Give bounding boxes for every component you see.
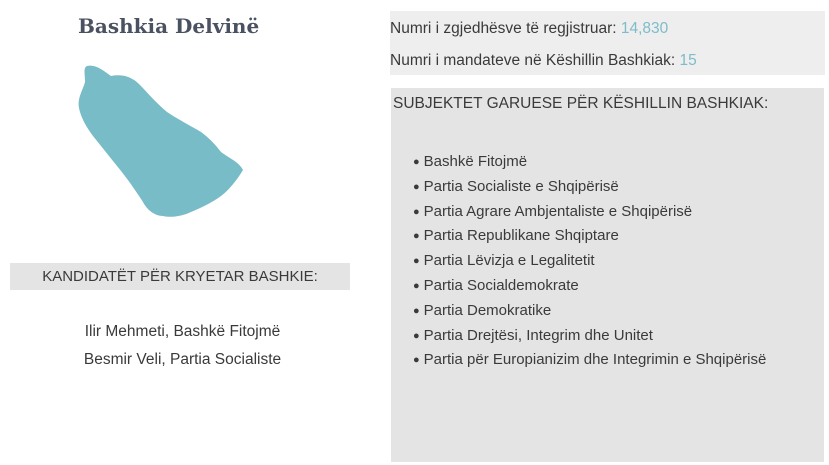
list-item: ● Partia Demokratike <box>413 301 552 319</box>
candidate-item: Ilir Mehmeti, Bashkë Fitojmë <box>84 323 281 340</box>
list-item: ● Partia Agrare Ambjentaliste e Shqipërisë <box>413 202 693 220</box>
bullet-icon: ● <box>413 255 420 268</box>
bullet-icon: ● <box>413 354 420 367</box>
bullet-icon: ● <box>413 329 420 342</box>
list-item: ● Partia Lëvizja e Legalitetit <box>413 252 595 270</box>
subjects-list <box>413 150 766 373</box>
bullet-icon: ● <box>413 304 420 317</box>
bullet-icon: ● <box>413 230 420 243</box>
mandates-value: 15 <box>679 52 697 69</box>
list-item: ● Partia Drejtësi, Integrim dhe Unitet <box>413 326 653 344</box>
list-item: ● Partia për Europianizim dhe Integrimin e Shqipërisë <box>413 351 767 369</box>
municipality-map-icon <box>75 62 245 222</box>
subjects-panel <box>391 88 824 462</box>
bullet-icon: ● <box>413 156 420 168</box>
candidate-item: Besmir Veli, Partia Socialiste <box>83 351 282 368</box>
bullet-icon: ● <box>413 205 420 218</box>
bullet-icon: ● <box>413 180 420 193</box>
list-item: ● Bashkë Fitojmë <box>413 153 528 170</box>
candidates-list <box>10 318 355 374</box>
list-item: ● Partia Socialdemokrate <box>413 276 579 294</box>
candidates-header: KANDIDATËT PËR KRYETAR BASHKIE: <box>10 263 350 290</box>
bullet-icon: ● <box>413 279 420 292</box>
stats-panel <box>390 11 825 75</box>
mandates-label: Numri i mandateve në Këshillin Bashkiak: <box>390 52 676 69</box>
voters-value: 14,830 <box>620 20 669 37</box>
list-item: ● Partia Socialiste e Shqipërisë <box>413 177 619 195</box>
page-title: Bashkia Delvinë <box>78 14 260 38</box>
voters-label: Numri i zgjedhësve të regjistruar: <box>390 20 617 37</box>
mandates-stat <box>390 52 697 70</box>
list-item: ● Partia Republikane Shqiptare <box>413 227 619 245</box>
municipality-shape <box>79 66 243 217</box>
subjects-header: SUBJEKTET GARUESE PËR KËSHILLIN BASHKIAK: <box>393 95 769 112</box>
voters-stat <box>390 20 668 38</box>
